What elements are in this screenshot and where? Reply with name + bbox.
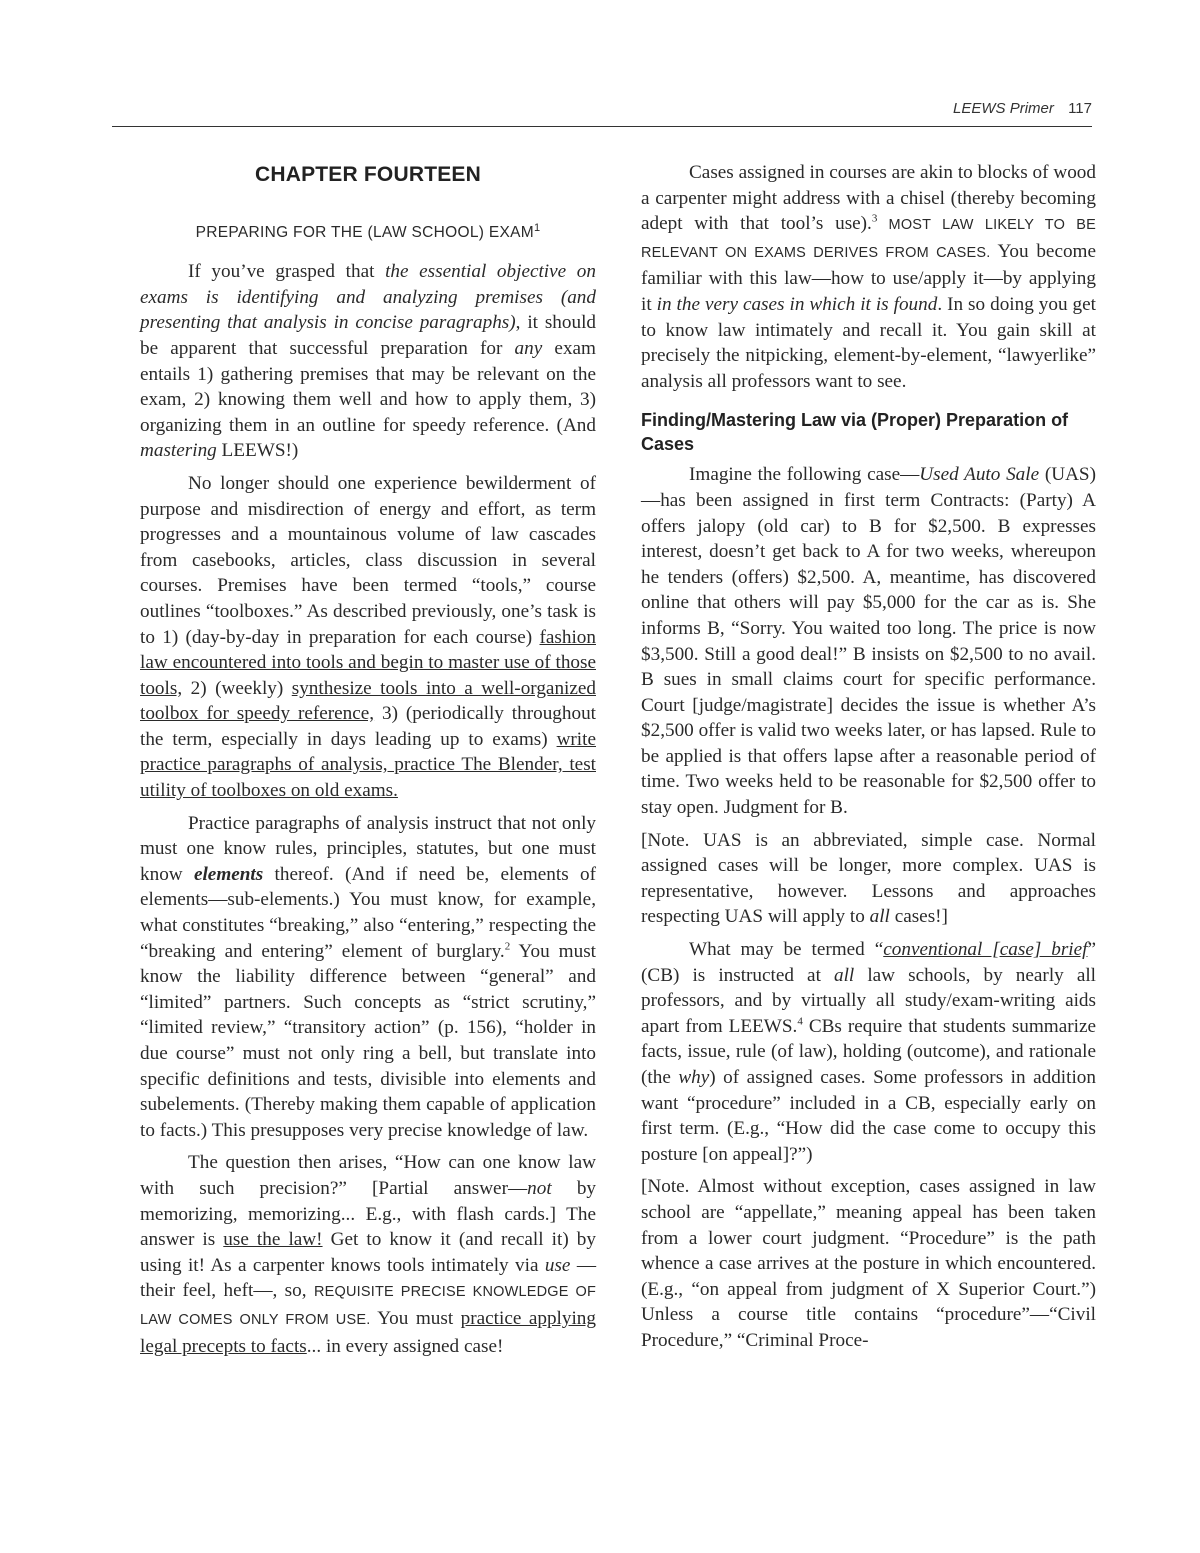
underlined-text: practice applying legal precepts to facts	[140, 1307, 596, 1357]
paragraph-8	[641, 937, 1096, 1167]
text-run: ” (CB) is instructed at	[641, 939, 1097, 986]
page-number: 117	[1068, 100, 1092, 117]
underlined-text: conventional [case] brief	[883, 939, 1088, 961]
text-run: LEEWS!)	[216, 440, 299, 462]
paragraph-1	[140, 259, 596, 464]
text-run: . In so doing you get to know law intimately and recall it. You gain skill at precisely the nitpicking, element-by-element, “lawyerlike” analysis all professors want to see.	[641, 293, 1096, 392]
text-run: You become familiar with this law—how to use/apply it—by applying it	[641, 240, 1096, 315]
text-run: What may be termed “	[689, 939, 884, 961]
running-head	[953, 100, 1092, 117]
underlined-text: synthesize tools into a well-organized toolbox for speedy reference,	[140, 677, 596, 725]
text-run: You must know the liability difference between “general” and “limited” partners. Such concepts as “strict scrutiny,” “limited review,” “transitory action” (p. 156), “holder in due course” must not only ring a bell, but translate into specific definitions and tests, divisible into elements and subelements. (Thereby making them capable of application to facts.) This presupposes very precise knowledge of law.	[140, 940, 596, 1141]
text-run: ) of assigned cases. Some professors in addition want “procedure” included in a CB, especially early on first term. (E.g., “How did the case come to occupy this posture [on appeal]?”)	[641, 1067, 1096, 1165]
paragraph-3	[140, 811, 596, 1144]
emphasis-text: not	[527, 1177, 552, 1199]
underlined-text: use the law!	[223, 1229, 323, 1251]
text-run: CBs require that students summarize facts, issue, rule (of law), holding (outcome), and rationale (the	[641, 1015, 1096, 1088]
text-run: by memorizing, memorizing... E.g., with flash cards.] The answer is	[140, 1177, 596, 1251]
emphasis-text: Used Auto Sale	[919, 464, 1040, 486]
header-rule	[112, 126, 1092, 127]
emphasis-text: mastering	[140, 440, 217, 462]
text-run: ... in every assigned case!	[306, 1335, 504, 1357]
paragraph-6	[641, 462, 1096, 820]
underlined-text: write practice paragraphs of analysis, practice The Blender, test utility of toolboxes on old exams.	[140, 728, 596, 802]
running-title: LEEWS Primer	[953, 100, 1054, 117]
footnote-ref-4: 4	[797, 1015, 803, 1028]
text-run: law schools, by nearly all professors, and by virtually all study/exam-writing aids apart from LEEWS.	[641, 964, 1096, 1037]
text-run: 2) (weekly)	[182, 677, 292, 699]
emphasis-text: in the very cases in which it is found	[656, 293, 938, 315]
text-run: If you’ve grasped that	[188, 261, 386, 283]
section-title-text: PREPARING FOR THE (LAW SCHOOL) EXAM	[195, 223, 534, 241]
text-run: [Note. Almost without exception, cases assigned in law school are “appellate,” meaning appeal has been taken from a lower court judgment. “Procedure” is the path whence a case arrives at the posture in which encountered. (E.g., “on appeal from judgment of X Superior Court.”) Unless a course title contains “procedure”—“Civil Procedure,” “Criminal Proce-	[641, 1176, 1096, 1351]
smallcaps-text: REQUISITE PRECISE KNOWLEDGE OF LAW COMES ONLY FROM USE.	[140, 1284, 596, 1328]
text-run: 3) (periodically throughout the term, especially in days leading up to exams)	[140, 703, 596, 750]
footnote-ref-2: 2	[504, 940, 511, 953]
text-run: thereof. (And if need be, elements of elements—sub-elements.) You must know, for example, what constitutes “breaking,” also “entering,” respecting the “breaking and entering” element of burglary.	[140, 863, 596, 962]
chapter-title: CHAPTER FOURTEEN	[254, 163, 482, 186]
emphasis-text: all	[869, 906, 890, 928]
emphasis-text: the essential objective on exams is identifying and analyzing premises (and presenting that analysis in concise paragraphs)	[140, 261, 596, 334]
paragraph-2	[140, 471, 596, 804]
left-column	[140, 158, 596, 1366]
text-run: Cases assigned in courses are akin to blocks of wood a carpenter might address with a chisel (thereby becoming adept with that tool’s use).	[641, 162, 1096, 235]
underlined-text: fashion law encountered into tools and begin to master use of those tools,	[140, 626, 596, 699]
text-run: cases!]	[889, 906, 948, 928]
text-run: —their feel, heft—, so,	[140, 1254, 597, 1302]
paragraph-4	[140, 1150, 596, 1359]
text-run: The question then arises, “How can one know law with such precision?” [Partial answer—	[140, 1152, 596, 1199]
smallcaps-text: MOST LAW LIKELY TO BE RELEVANT ON EXAMS DERIVES FROM CASES.	[641, 217, 1096, 261]
emphasis-text: any	[514, 337, 543, 359]
emphasis-text: all	[833, 964, 855, 986]
text-run: You must	[370, 1307, 461, 1329]
emphasis-text: why	[678, 1067, 710, 1088]
text-run: , it should be apparent that successful preparation for	[140, 312, 596, 359]
subheading: Finding/Mastering Law via (Proper) Preparation of Cases	[641, 410, 1069, 455]
text-run: [Note. UAS is an abbreviated, simple case. Normal assigned cases will be longer, more complex. UAS is representative, however. Lessons and approaches respecting UAS will apply to	[641, 829, 1096, 928]
emphasis-text: use	[544, 1254, 571, 1276]
emphasis-text: elements	[193, 863, 264, 885]
text-run: Get to know it (and recall it) by using it! As a carpenter knows tools intimately via	[140, 1229, 596, 1276]
text-run: exam entails 1) gathering premises that may be relevant on the exam, 2) knowing them well and how to apply them, 3) organizing them in an outline for speedy reference. (And	[140, 337, 596, 436]
text-run: Practice paragraphs of analysis instruct that not only must one know rules, principles, statutes, but one must know	[140, 812, 596, 885]
paragraph-9	[641, 1174, 1096, 1353]
paragraph-5	[641, 160, 1096, 394]
text-run: Imagine the following case—	[689, 464, 920, 486]
text-run: (UAS)—has been assigned in first term Contracts: (Party) A offers jalopy (old car) to B for $2,500. B expresses interest, doesn’t get back to A for two weeks, whereupon he tenders (offers) $2,500. A, meantime, has discovered online that others will pay $5,000 for the car as is. She informs B, “Sorry. You waited too long. The price is now $3,500. Still a good deal!” B insists on $2,500 to no avail. B sues in small claims court for specific performance. Court [judge/magistrate] decides the issue is whether A’s $2,500 offer is valid two weeks later, or has lapsed. Rule to be applied is that offers lapse after a reasonable period of time. Two weeks held to be reasonable for $2,500 offer to stay open. Judgment for B.	[641, 464, 1097, 819]
footnote-ref-1: 1	[533, 221, 541, 234]
footnote-ref-3: 3	[871, 212, 878, 225]
text-run: No longer should one experience bewilderment of purpose and misdirection of energy and effort, as term progresses and a mountainous volume of law cascades from casebooks, articles, class discussion in several courses. Premises have been termed “tools,” course outlines “toolboxes.” As described previously, one’s task is to 1) (day-by-day in preparation for each course)	[140, 472, 596, 648]
right-column	[641, 160, 1096, 1361]
paragraph-7	[641, 828, 1096, 930]
section-title	[140, 220, 596, 246]
